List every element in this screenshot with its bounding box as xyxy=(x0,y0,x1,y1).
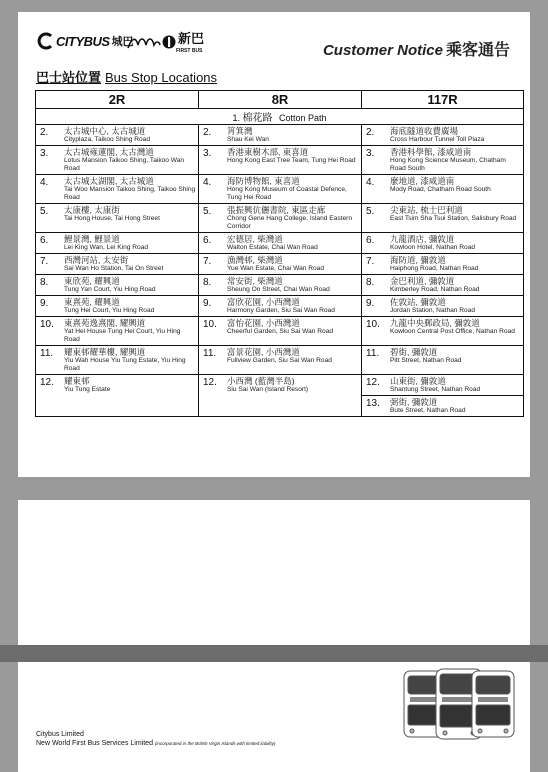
stop-name-en: Walton Estate, Chai Wan Road xyxy=(227,244,318,251)
stop-name-cn: 東熹苑, 耀興道 xyxy=(64,297,120,307)
stop-entry xyxy=(199,375,361,395)
stop-entry xyxy=(362,375,523,396)
stop-cell xyxy=(199,254,362,275)
stop-name-en: Yat Hei House Tung Hei Court, Yiu Hing Road xyxy=(64,328,181,343)
stop-text xyxy=(390,297,521,315)
stop-name-cn: 富怡花園, 小西灣道 xyxy=(227,318,300,328)
stop-name-cn: 海防博物館, 東喜道 xyxy=(227,176,300,186)
stop-number: 12. xyxy=(40,377,54,388)
stop-cell xyxy=(362,254,524,275)
stop-cell xyxy=(362,146,524,175)
nwfb-wave-icon xyxy=(126,33,176,51)
stop-cell xyxy=(36,296,199,317)
stop-cell xyxy=(36,175,199,204)
stop-entry xyxy=(36,317,198,345)
stop-text xyxy=(227,318,359,336)
stop-cell xyxy=(199,375,362,417)
stop-number: 4. xyxy=(203,177,212,188)
stop-text xyxy=(227,297,359,315)
stop-text xyxy=(64,318,196,344)
double-decker-buses-illustration xyxy=(400,665,518,745)
stop-entry xyxy=(36,375,198,395)
stop-name-cn: 筲箕灣 xyxy=(227,126,253,136)
section-title-en: Bus Stop Locations xyxy=(105,70,218,85)
stop-entry xyxy=(362,175,523,195)
stop-entry xyxy=(36,204,198,224)
stop-number: 12. xyxy=(203,377,217,388)
stop-entry xyxy=(362,275,523,295)
frame-top-bar xyxy=(0,0,548,12)
stop-text xyxy=(64,297,196,315)
stop-text xyxy=(390,205,521,223)
stop-number: 10. xyxy=(40,319,54,330)
stop-entry xyxy=(199,233,361,253)
stop-cell xyxy=(362,175,524,204)
footer-line2-small: (incorporated in the British Virgin Islands with limited liability) xyxy=(154,741,276,746)
stop-number: 3. xyxy=(203,148,212,159)
stop-entry xyxy=(362,317,523,337)
stop-text xyxy=(227,176,359,202)
stop-number: 4. xyxy=(366,177,375,188)
stop-cell xyxy=(199,125,362,146)
shared-stop-cn: 棉花路 xyxy=(242,113,273,124)
stop-name-en: Hong Kong East Tree Team, Tung Hei Road xyxy=(227,157,356,164)
stop-text xyxy=(227,126,359,144)
stop-name-en: Mody Road, Chatham Road South xyxy=(390,186,491,193)
stop-entry xyxy=(36,233,198,253)
stop-name-cn: 鯉景灣, 鯉景道 xyxy=(64,234,120,244)
stop-entry xyxy=(199,296,361,316)
stop-name-en: Haiphong Road, Nathan Road xyxy=(390,265,479,272)
stop-text xyxy=(227,255,359,273)
stop-text xyxy=(390,318,521,336)
stop-name-cn: 金巴利道, 彌敦道 xyxy=(390,276,455,286)
stop-name-en: East Tsim Sha Tsui Station, Salisbury Road xyxy=(390,215,517,222)
stop-name-cn: 耀東邨 xyxy=(64,376,90,386)
stop-cell xyxy=(362,125,524,146)
section-title-cn: 巴士站位置 xyxy=(36,70,102,85)
stop-name-en: Lei King Wan, Lei King Road xyxy=(64,244,149,251)
stop-name-cn: 海防道, 彌敦道 xyxy=(390,255,446,265)
page-middle xyxy=(18,500,530,645)
stop-number: 8. xyxy=(203,277,212,288)
stop-name-en: Sheung On Street, Chai Wan Road xyxy=(227,286,330,293)
shared-stop-row xyxy=(36,109,524,125)
stop-text xyxy=(227,147,359,165)
stop-row xyxy=(36,233,524,254)
stop-entry xyxy=(199,275,361,295)
stop-number: 8. xyxy=(366,277,375,288)
stop-name-en: Kowloon Hotel, Nathan Road xyxy=(390,244,476,251)
route-header-8r: 8R xyxy=(199,91,362,109)
stop-name-cn: 富景花園, 小西灣道 xyxy=(227,347,300,357)
stop-entry xyxy=(36,254,198,274)
stop-entry xyxy=(36,125,198,145)
footer-line1: Citybus Limited xyxy=(36,731,84,738)
stop-cell xyxy=(36,254,199,275)
stop-name-cn: 太古城雍蓮閣, 太古灣道 xyxy=(64,147,154,157)
footer-line2-main: New World First Bus Services Limited xyxy=(36,740,153,747)
stop-cell xyxy=(362,317,524,346)
stop-text xyxy=(390,255,521,273)
stop-name-cn: 山東街, 彌敦道 xyxy=(390,376,446,386)
stop-cell xyxy=(199,233,362,254)
stop-cell xyxy=(199,175,362,204)
stop-text xyxy=(227,347,359,365)
stop-text xyxy=(64,376,196,394)
stop-name-cn: 九龍中央郵政局, 彌敦道 xyxy=(390,318,480,328)
stop-number: 6. xyxy=(203,235,212,246)
stop-name-cn: 小西灣 (藍灣半島) xyxy=(227,376,295,386)
stop-number: 8. xyxy=(40,277,49,288)
stop-entry xyxy=(199,346,361,366)
stop-name-en: Harmony Garden, Siu Sai Wan Road xyxy=(227,307,335,314)
stop-entry xyxy=(362,346,523,366)
stop-number: 5. xyxy=(203,206,212,217)
stop-name-cn: 東欣苑, 耀興道 xyxy=(64,276,120,286)
stop-name-en: Cheerful Garden, Siu Sai Wan Road xyxy=(227,328,334,335)
stop-name-en: Lotus Mansion Taikoo Shing, Taikoo Wan Road xyxy=(64,157,185,172)
citybus-brand-text: CITYBUS xyxy=(56,33,110,49)
citybus-swoosh-icon xyxy=(36,32,54,50)
notice-title-en: Customer Notice xyxy=(322,42,443,59)
stop-cell xyxy=(199,146,362,175)
stop-entry xyxy=(199,125,361,145)
stop-name-cn: 太康樓, 太康街 xyxy=(64,205,120,215)
stop-entry xyxy=(362,204,523,224)
stop-cell xyxy=(36,275,199,296)
stop-number: 12. xyxy=(366,377,380,388)
stop-name-cn: 麼地道, 漆咸道南 xyxy=(390,176,455,186)
stop-name-cn: 九龍酒店, 彌敦道 xyxy=(390,234,455,244)
stop-name-cn: 太古城中心, 太古城道 xyxy=(64,126,146,136)
shared-stop-num: 1. xyxy=(232,113,240,123)
stop-name-cn: 碧街, 彌敦道 xyxy=(390,347,438,357)
stop-row xyxy=(36,375,524,417)
stop-number: 4. xyxy=(40,177,49,188)
stop-number: 3. xyxy=(40,148,49,159)
bus-stop-table xyxy=(35,90,524,417)
stop-number: 2. xyxy=(203,127,212,138)
stop-entry xyxy=(362,125,523,145)
stop-text xyxy=(390,347,521,365)
stop-entry xyxy=(36,296,198,316)
stop-number: 2. xyxy=(366,127,375,138)
stop-name-en: Kimberley Road, Nathan Road xyxy=(390,286,480,293)
stop-number: 13. xyxy=(366,398,380,409)
shared-stop-en: Cotton Path xyxy=(279,113,327,123)
stop-name-cn: 弼街, 彌敦道 xyxy=(390,397,438,407)
stop-name-cn: 宏德居, 柴灣道 xyxy=(227,234,283,244)
stop-name-en: Hong Kong Museum of Coastal Defence, Tung Hei Road xyxy=(227,186,347,201)
stop-cell xyxy=(36,317,199,346)
stop-number: 11. xyxy=(366,348,380,359)
stop-text xyxy=(64,147,196,173)
stop-row xyxy=(36,296,524,317)
stop-text xyxy=(390,276,521,294)
stop-name-cn: 香港東樹木部, 東喜道 xyxy=(227,147,309,157)
stop-name-cn: 佐敦站, 彌敦道 xyxy=(390,297,446,307)
stop-entry xyxy=(199,175,361,203)
section-title xyxy=(36,67,217,86)
footer-line2 xyxy=(36,739,275,748)
nwfb-logo xyxy=(126,30,204,54)
stop-name-en: Jordan Station, Nathan Road xyxy=(390,307,476,314)
nwfb-brand-cn: 新巴 xyxy=(178,31,205,46)
stop-text xyxy=(227,205,359,231)
stop-number: 9. xyxy=(366,298,375,309)
nwfb-brand-en: FIRST BUS xyxy=(176,48,203,54)
stop-name-en: Tai Hong House, Tai Hong Street xyxy=(64,215,160,222)
stop-row xyxy=(36,125,524,146)
stop-text xyxy=(227,376,359,394)
stop-number: 7. xyxy=(366,256,375,267)
stop-name-en: Siu Sai Wan (Island Resort) xyxy=(227,386,309,393)
stop-entry xyxy=(199,146,361,166)
stop-number: 5. xyxy=(366,206,375,217)
stop-text xyxy=(227,234,359,252)
stop-cell xyxy=(362,233,524,254)
stop-cell xyxy=(362,296,524,317)
stop-entry xyxy=(362,396,523,416)
stop-row xyxy=(36,175,524,204)
stop-name-en: Kowloon Central Post Office, Nathan Road xyxy=(390,328,515,335)
stop-name-en: Bute Street, Nathan Road xyxy=(390,407,466,414)
stop-cell xyxy=(199,204,362,233)
frame-mid-bar xyxy=(0,645,548,662)
stop-number: 2. xyxy=(40,127,49,138)
stop-name-en: Cross Harbour Tunnel Toll Plaza xyxy=(390,136,485,143)
stop-text xyxy=(64,347,196,373)
stop-cell xyxy=(199,317,362,346)
stop-entry xyxy=(36,175,198,203)
stop-name-en: Tai Woo Mansion Taikoo Shing, Taikoo Shing Road xyxy=(64,186,196,201)
stop-row xyxy=(36,204,524,233)
route-header-117r: 117R xyxy=(362,91,524,109)
stop-text xyxy=(227,276,359,294)
shared-stop-cell xyxy=(36,109,524,125)
stop-row xyxy=(36,275,524,296)
stop-name-cn: 耀東邨耀華樓, 耀興道 xyxy=(64,347,146,357)
stop-name-en: Yiu Tung Estate xyxy=(64,386,111,393)
stop-entry xyxy=(362,233,523,253)
stop-name-cn: 尖東站, 梳士巴利道 xyxy=(390,205,463,215)
stop-number: 3. xyxy=(366,148,375,159)
stop-name-en: Tung Yan Court, Yiu Hing Road xyxy=(64,286,156,293)
stop-entry xyxy=(199,254,361,274)
stop-name-en: Cityplaza, Taikoo Shing Road xyxy=(64,136,151,143)
stop-number: 7. xyxy=(203,256,212,267)
stop-row xyxy=(36,146,524,175)
stop-entry xyxy=(36,346,198,374)
stop-name-en: Sai Wan Ho Station, Tai On Street xyxy=(64,265,164,272)
stop-text xyxy=(390,176,521,194)
stop-name-cn: 漁灣邨, 柴灣道 xyxy=(227,255,283,265)
stop-number: 6. xyxy=(40,235,49,246)
stop-cell xyxy=(362,275,524,296)
stop-cell xyxy=(36,146,199,175)
stop-entry xyxy=(36,146,198,174)
stop-number: 6. xyxy=(366,235,375,246)
stop-cell xyxy=(36,375,199,417)
stop-cell xyxy=(362,375,524,417)
stop-text xyxy=(390,397,521,415)
stop-cell xyxy=(36,233,199,254)
frame-gap-bar xyxy=(0,477,548,500)
stop-cell xyxy=(199,346,362,375)
stop-number: 7. xyxy=(40,256,49,267)
stop-name-cn: 西灣河站, 太安街 xyxy=(64,255,129,265)
footer xyxy=(36,730,275,748)
stop-number: 10. xyxy=(366,319,380,330)
stop-name-en: Fullview Garden, Siu Sai Wan Road xyxy=(227,357,332,364)
stop-text xyxy=(64,205,196,223)
stop-text xyxy=(390,126,521,144)
stop-row xyxy=(36,346,524,375)
stop-text xyxy=(64,176,196,202)
stop-name-en: Hong Kong Science Museum, Chatham Road South xyxy=(390,157,506,172)
stop-cell xyxy=(36,346,199,375)
stop-number: 11. xyxy=(203,348,217,359)
stop-name-cn: 香港科學館, 漆咸道南 xyxy=(390,147,472,157)
notice-title-cn: 乘客通告 xyxy=(445,42,510,59)
stop-name-en: Chong Gene Hang College, Island Eastern Corridor xyxy=(227,215,352,230)
stop-name-cn: 太古城太湖閣, 太古城道 xyxy=(64,176,154,186)
stop-entry xyxy=(362,254,523,274)
bus-right-icon xyxy=(472,671,514,737)
stop-number: 9. xyxy=(40,298,49,309)
stop-entry xyxy=(362,146,523,174)
stop-text xyxy=(64,126,196,144)
customer-notice-title xyxy=(323,37,510,60)
stop-name-cn: 海底隧道收費廣場 xyxy=(390,126,459,136)
stop-text xyxy=(390,147,521,173)
stop-number: 9. xyxy=(203,298,212,309)
stop-name-en: Tung Hei Court, Yiu Hing Road xyxy=(64,307,155,314)
stop-text xyxy=(64,276,196,294)
stop-text xyxy=(64,255,196,273)
stop-number: 11. xyxy=(40,348,54,359)
stop-cell xyxy=(362,346,524,375)
stop-entry xyxy=(36,275,198,295)
route-header-2r: 2R xyxy=(36,91,199,109)
stop-name-en: Pitt Street, Nathan Road xyxy=(390,357,462,364)
stop-name-en: Shau Kei Wan xyxy=(227,136,269,143)
stop-entry xyxy=(362,296,523,316)
citybus-brand-cn: 城巴 xyxy=(111,36,134,48)
stop-name-cn: 張振興伉儷書院, 東區走廊 xyxy=(227,205,326,215)
stop-text xyxy=(390,376,521,394)
stop-cell xyxy=(36,125,199,146)
citybus-logo xyxy=(36,30,134,52)
stop-cell xyxy=(199,275,362,296)
stop-text xyxy=(64,234,196,252)
route-header-row xyxy=(36,91,524,109)
stop-name-en: Shantung Street, Nathan Road xyxy=(390,386,481,393)
stop-name-en: Yue Wan Estate, Chai Wan Road xyxy=(227,265,325,272)
stop-number: 10. xyxy=(203,319,217,330)
stop-number: 5. xyxy=(40,206,49,217)
stop-cell xyxy=(36,204,199,233)
stop-row xyxy=(36,317,524,346)
stop-entry xyxy=(199,204,361,232)
stop-name-cn: 富欣花園, 小西灣道 xyxy=(227,297,300,307)
stop-row xyxy=(36,254,524,275)
stop-text xyxy=(390,234,521,252)
stop-cell xyxy=(199,296,362,317)
stop-entry xyxy=(199,317,361,337)
stop-name-en: Yiu Wah House Yiu Tung Estate, Yiu Hing Road xyxy=(64,357,186,372)
stop-cell xyxy=(362,204,524,233)
stop-name-cn: 常安街, 柴灣道 xyxy=(227,276,283,286)
stop-name-cn: 東熹苑逸熹閣, 耀興道 xyxy=(64,318,146,328)
